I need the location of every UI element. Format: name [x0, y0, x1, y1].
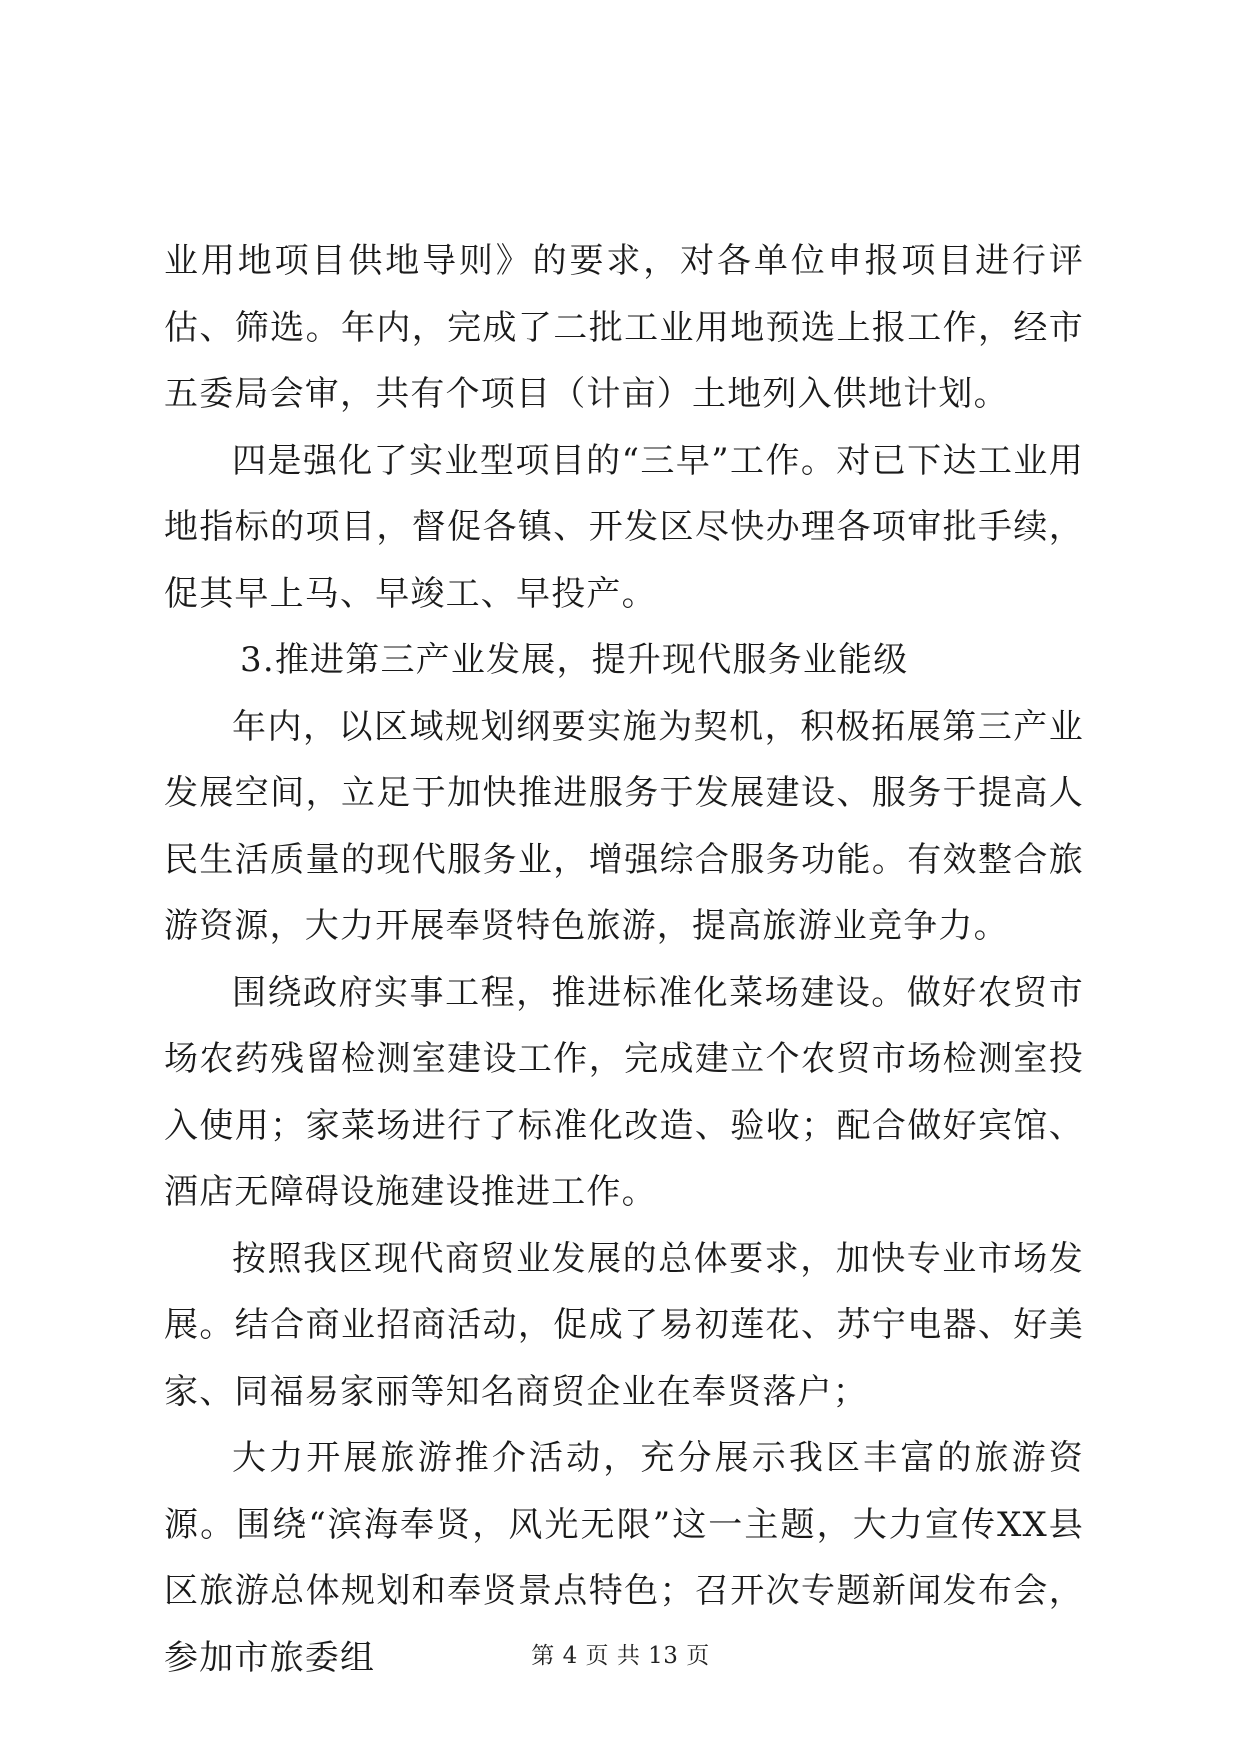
paragraph-four-early-work: 四是强化了实业型项目的“三早”工作。对已下达工业用地指标的项目，督促各镇、开发区尽快办理各项审批手续，促其早上马、早竣工、早投产。 — [164, 440, 1084, 614]
paragraph-continuation: 业用地项目供地导则》的要求，对各单位申报项目进行评估、筛选。年内，完成了二批工业用地预选上报工作，经市五委局会审，共有个项目（计亩）土地列入供地计划。 — [164, 241, 1084, 414]
section-heading-tertiary-industry: 3.推进第三产业发展，提升现代服务业能级 — [240, 640, 909, 680]
paragraph-market-construction: 围绕政府实事工程，推进标准化菜场建设。做好农贸市场农药残留检测室建设工作，完成建立个农贸市场检测室投入使用；家菜场进行了标准化改造、验收；配合做好宾馆、酒店无障碍设施建设推进工作。 — [164, 972, 1084, 1212]
paragraph-service-industry: 年内，以区域规划纲要实施为契机，积极拓展第三产业发展空间，立足于加快推进服务于发展建设、服务于提高人民生活质量的现代服务业，增强综合服务功能。有效整合旅游资源，大力开展奉贤特色旅游，提高旅游业竞争力。 — [164, 706, 1084, 946]
paragraph-tourism-promotion: 大力开展旅游推介活动，充分展示我区丰富的旅游资源。围绕“滨海奉贤，风光无限”这一主题，大力宣传XX县区旅游总体规划和奉贤景点特色；召开次专题新闻发布会，参加市旅委组 — [164, 1438, 1084, 1678]
page-footer — [0, 1641, 1241, 1671]
document-body — [164, 228, 1084, 1691]
page-number-indicator: 第 4 页 共 13 页 — [531, 1643, 710, 1669]
paragraph-commerce-development: 按照我区现代商贸业发展的总体要求，加快专业市场发展。结合商业招商活动，促成了易初莲花、苏宁电器、好美家、同福易家丽等知名商贸企业在奉贤落户； — [164, 1238, 1084, 1412]
